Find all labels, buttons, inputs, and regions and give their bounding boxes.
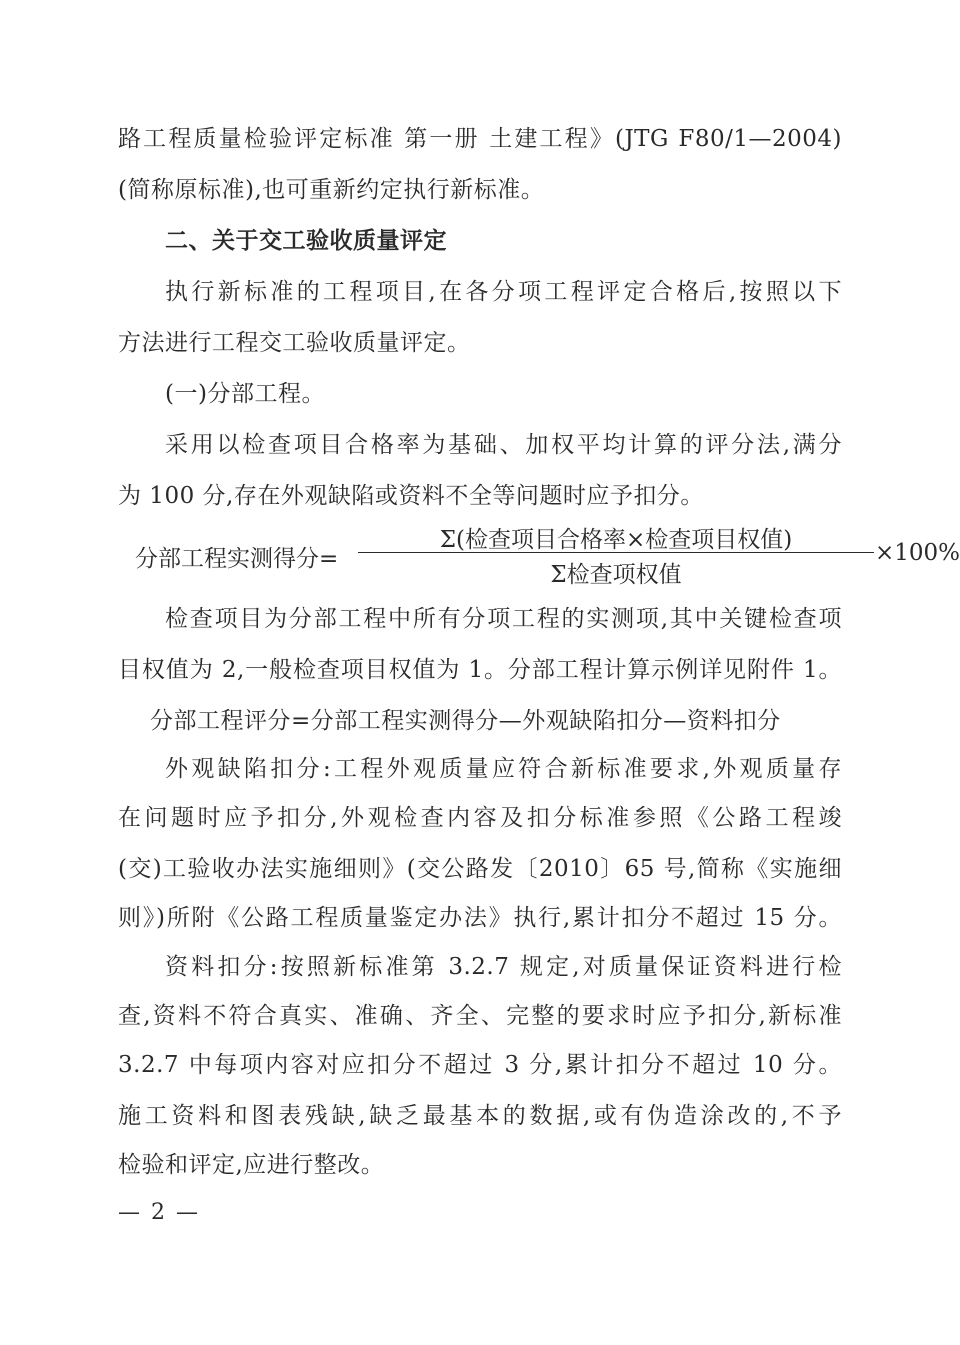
formula-numerator: Σ(检查项目合格率×检查项目权值): [439, 527, 793, 553]
fraction-bar: [358, 552, 874, 553]
paragraph-line: 为 100 分,存在外观缺陷或资料不全等问题时应予扣分。: [118, 483, 704, 509]
section-heading: 二、关于交工验收质量评定: [165, 228, 447, 254]
paragraph-line: 在问题时应予扣分,外观检查内容及扣分标准参照《公路工程竣: [118, 805, 842, 831]
paragraph-line: (交)工验收办法实施细则》(交公路发〔2010〕65 号,简称《实施细: [118, 856, 842, 882]
paragraph-line: 检查项目为分部工程中所有分项工程的实测项,其中关键检查项: [165, 606, 842, 632]
paragraph-line: 3.2.7 中每项内容对应扣分不超过 3 分,累计扣分不超过 10 分。: [118, 1052, 842, 1078]
paragraph-line: 方法进行工程交工验收质量评定。: [118, 330, 471, 356]
paragraph-line: 外观缺陷扣分:工程外观质量应符合新标准要求,外观质量存: [165, 756, 842, 782]
formula-rhs: ×100%: [875, 540, 960, 566]
paragraph-line: 路工程质量检验评定标准 第一册 土建工程》(JTG F80/1—2004): [118, 126, 842, 152]
paragraph-line: 则》)所附《公路工程质量鉴定办法》执行,累计扣分不超过 15 分。: [118, 905, 842, 931]
paragraph-line: 目权值为 2,一般检查项目权值为 1。分部工程计算示例详见附件 1。: [118, 657, 842, 683]
paragraph-line: 采用以检查项目合格率为基础、加权平均计算的评分法,满分: [165, 432, 842, 458]
paragraph-line: (简称原标准),也可重新约定执行新标准。: [118, 177, 545, 203]
paragraph-line: 资料扣分:按照新标准第 3.2.7 规定,对质量保证资料进行检: [165, 954, 842, 980]
formula-denominator: Σ检查项权值: [550, 562, 682, 588]
formula-fraction: [358, 518, 874, 588]
page-number: — 2 —: [118, 1200, 200, 1225]
formula-text-line: 分部工程评分=分部工程实测得分—外观缺陷扣分—资料扣分: [150, 708, 781, 734]
paragraph-line: 执行新标准的工程项目,在各分项工程评定合格后,按照以下: [165, 279, 842, 305]
paragraph-line: 检验和评定,应进行整改。: [118, 1152, 385, 1178]
score-formula: [135, 518, 960, 588]
paragraph-line: 施工资料和图表残缺,缺乏最基本的数据,或有伪造涂改的,不予: [118, 1103, 842, 1129]
formula-lhs: 分部工程实测得分=: [135, 546, 339, 572]
subsection-heading: (一)分部工程。: [165, 381, 325, 407]
paragraph-line: 查,资料不符合真实、准确、齐全、完整的要求时应予扣分,新标准: [118, 1003, 842, 1029]
